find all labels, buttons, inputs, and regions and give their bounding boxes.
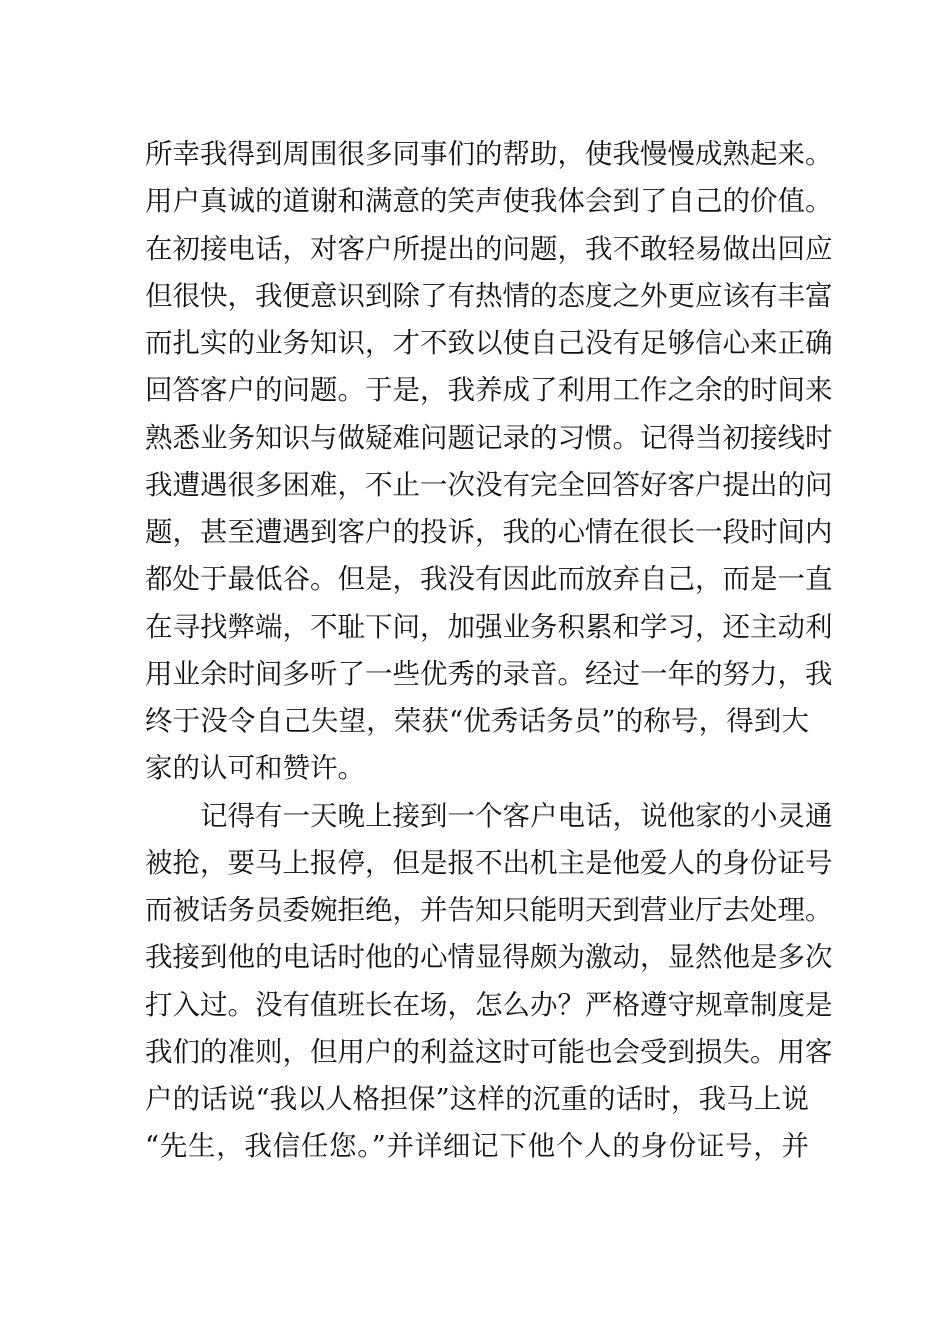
text-line: 但很快，我便意识到除了有热情的态度之外更应该有丰富 [145, 279, 833, 312]
text-line: 回答客户的问题。于是，我养成了利用工作之余的时间来 [145, 374, 833, 407]
text-line: 所幸我得到周围很多同事们的帮助，使我慢慢成熟起来。 [145, 138, 833, 170]
text-line: 记得有一天晚上接到一个客户电话，说他家的小灵通 [200, 799, 833, 832]
text-line: 用业余时间多听了一些优秀的录音。经过一年的努力，我 [145, 657, 833, 690]
text-line: 终于没令自己失望，荣获“优秀话务员”的称号，得到大 [145, 705, 809, 737]
text-line: 在寻找弊端，不耻下问，加强业务积累和学习，还主动利 [145, 610, 833, 643]
text-line: 我们的准则，但用户的利益这时可能也会受到损失。用客 [145, 1035, 833, 1068]
text-line: 被抢，要马上报停，但是报不出机主是他爱人的身份证号 [145, 846, 833, 879]
text-line: 熟悉业务知识与做疑难问题记录的习惯。记得当初接线时 [145, 421, 833, 454]
text-line: 用户真诚的道谢和满意的笑声使我体会到了自己的价值。 [145, 185, 833, 218]
text-line: 在初接电话，对客户所提出的问题，我不敢轻易做出回应 [145, 232, 833, 265]
text-line: 而被话务员委婉拒绝，并告知只能明天到营业厅去处理。 [145, 894, 833, 926]
text-line: 家的认可和赞许。 [145, 752, 365, 785]
text-line: 我接到他的电话时他的心情显得颇为激动，显然他是多次 [145, 941, 833, 974]
document-body [145, 131, 833, 1171]
paragraph-1 [145, 131, 833, 793]
paragraph-2 [145, 793, 833, 1171]
text-line: 户的话说“我以人格担保”这样的沉重的话时，我马上说 [145, 1083, 809, 1115]
text-line: 我遭遇很多困难，不止一次没有完全回答好客户提出的问 [145, 468, 833, 501]
text-line: 而扎实的业务知识，才不致以使自己没有足够信心来正确 [145, 327, 833, 359]
text-line: “先生，我信任您。”并详细记下他个人的身份证号，并 [145, 1130, 809, 1163]
text-line: 都处于最低谷。但是，我没有因此而放弃自己，而是一直 [145, 563, 833, 596]
text-line: 题，甚至遭遇到客户的投诉，我的心情在很长一段时间内 [145, 516, 833, 548]
text-line: 打入过。没有值班长在场，怎么办？严格遵守规章制度是 [145, 988, 833, 1021]
